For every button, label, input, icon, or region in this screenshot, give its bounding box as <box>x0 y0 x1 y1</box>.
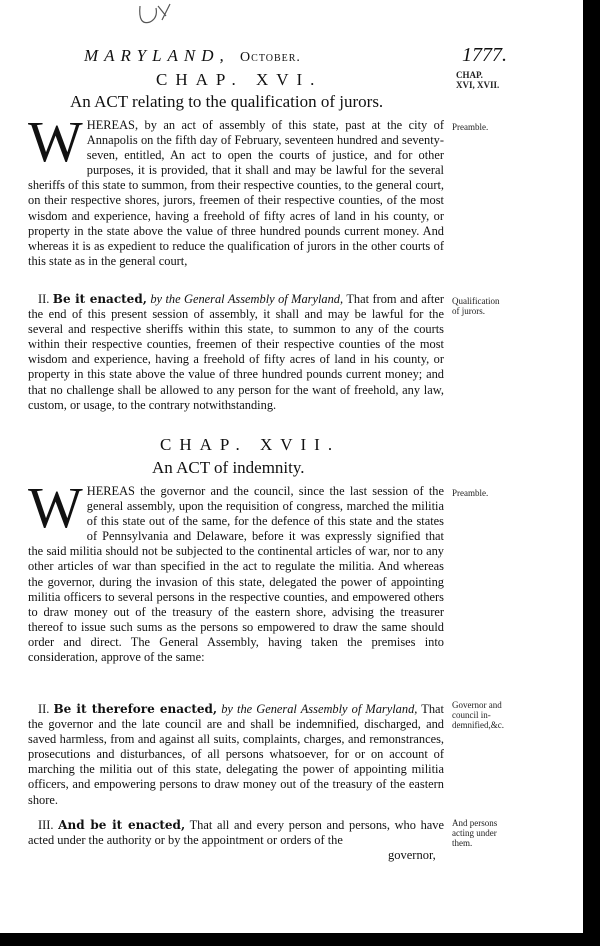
margin-preamble-2: Preamble. <box>452 488 489 498</box>
scan-edge <box>583 0 600 946</box>
year: 1777. <box>462 44 507 66</box>
margin-persons: And persons acting under them. <box>452 818 498 848</box>
chap-16-section-2: II. Be it enacted, by the General Assembly of Maryland, That from and after the end of this present session of assembly, it shall and may be lawful for the several and respective sheriffs within this state, to summon to any of the courts within their respective counties, freemen of their respective counties of the most wisdom and experience, having a freehold of fifty acres of land in his county, or property in this state above the value of three hundred pounds current money; and that no challenge shall be allowed to any person for the want of freehold, any law, custom, or usage, to the contrary notwithstanding. <box>28 292 444 412</box>
margin-chap-ref: CHAP. XVI, XVII. <box>456 70 500 90</box>
chap-16-title: An ACT relating to the qualification of jurors. <box>70 92 384 111</box>
catchword: governor, <box>388 848 436 862</box>
month: October. <box>240 50 301 65</box>
chap-17-title: An ACT of indemnity. <box>152 458 305 477</box>
drop-cap: W <box>28 109 83 174</box>
chap-17-section-3: III. And be it enacted, That all and every person and persons, who have acted under the authority or by the appointment or orders of the <box>28 818 445 848</box>
running-title: MARYLAND, October. <box>84 46 301 65</box>
chap-16-preamble: WHEREAS, by an act of assembly of this state, past at the city of Annapolis on the fifth day of February, seventeen hundred and seventy-seven, entitled, An act to open the courts of justice, and for other purposes, it is provided, that it shall and may be lawful for the several sheriffs of this state to summon, from their respective counties, to the general court, on their respective shores, jurors, freemen of their respective counties, of the most wisdom and experience, having a freehold of fifty acres of land in his county, or property in the state above the value of three hundred pounds current money. And whereas it is as expedient to reduce the qualification of jurors in the other courts of this state as in the general court, <box>28 109 444 268</box>
chap-17-section-2: II. Be it therefore enacted, by the General Assembly of Maryland, That the governor and the late council are and shall be indemnified, discharged, and saved harmless, from and against all suits, complaints, charges, and remonstrances, prosecutions and disturbances, of all persons whatsoever, for or on account of marching the militia out of this state, delegating the power of appointing militia officers, and empowering persons to draw money out of the treasury of the eastern shore. <box>28 702 444 807</box>
margin-qualification: Qualification of jurors. <box>452 296 500 316</box>
drop-cap: W <box>28 475 83 540</box>
chap-17-preamble: WHEREAS the governor and the council, since the last session of the general assembly, upon the requisition of congress, marched the militia of this state out of the same, for the defence of this state and the states of Pennsylvania and Delaware, before it was expressly signified that the said militia should not be subjected to the continental articles of war, nor to any other articles of war than specified in the act to regulate the militia. And whereas the governor, during the invasion of this state, delegated the power of appointing militia officers to several persons in the respective counties, and empowered others to draw money out of the treasury of the eastern shore, advising the treasurer thereof to issue such sums as the persons so empowered to draw the same should order and direct. The General Assembly, having taken the premises into consideration, approve of the same: <box>28 475 444 665</box>
margin-preamble-1: Preamble. <box>452 122 489 132</box>
chap-17-heading: CHAP. XVII. <box>160 435 341 454</box>
margin-governor: Governor and council in- demnified,&c. <box>452 700 504 730</box>
pen-scribble <box>136 2 180 32</box>
chap-16-heading: CHAP. XVI. <box>156 70 323 89</box>
